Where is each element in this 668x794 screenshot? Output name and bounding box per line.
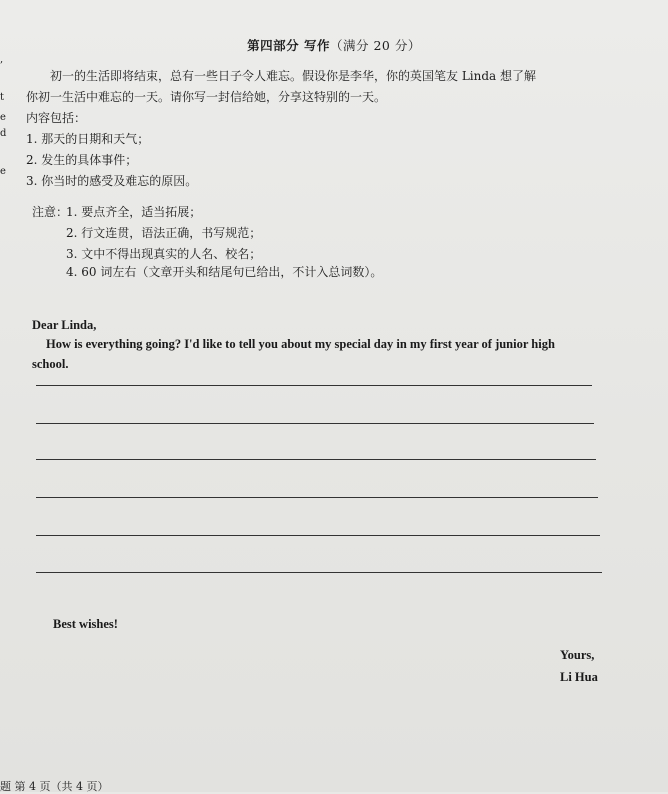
- writing-line: [36, 572, 602, 573]
- note-item: 1. 要点齐全，适当拓展；: [66, 205, 202, 219]
- writing-line: [36, 535, 600, 536]
- writing-line: [36, 497, 598, 498]
- requirements-list: [26, 108, 197, 192]
- note-item: 3. 文中不得出现真实的人名、校名；: [66, 247, 262, 261]
- margin-mark: e: [0, 112, 6, 123]
- margin-mark: ,: [0, 54, 4, 65]
- letter-closing: Best wishes!: [53, 617, 118, 631]
- section-score: （满分 20 分）: [330, 38, 421, 53]
- note-item: 2. 行文连贯，语法正确，书写规范；: [66, 226, 262, 240]
- writing-line: [36, 385, 592, 386]
- letter-greeting: Dear Linda,: [32, 318, 97, 332]
- letter-signoff: Yours,: [560, 648, 595, 662]
- margin-mark: e: [0, 166, 6, 177]
- margin-mark: d: [0, 128, 7, 139]
- letter-opening-line: school.: [32, 357, 69, 371]
- requirement-item: 2. 发生的具体事件；: [26, 153, 138, 167]
- margin-mark: t: [0, 92, 5, 103]
- page-number: 题 第 4 页（共 4 页）: [0, 780, 109, 793]
- note-item: 4. 60 词左右（文章开头和结尾句已给出，不计入总词数）。: [66, 265, 383, 279]
- contents-label: 内容包括：: [26, 111, 87, 125]
- letter-opening-line: How is everything going? I'd like to tell you about my special day in my first year of junior high: [46, 337, 555, 351]
- prompt-line: 初一的生活即将结束，总有一些日子令人难忘。假设你是李华，你的英国笔友 Linda 想了解: [50, 69, 537, 83]
- notes-label: 注意：: [32, 205, 69, 219]
- writing-line: [36, 459, 596, 460]
- section-title: [0, 36, 668, 54]
- section-title-main: 第四部分 写作: [247, 38, 330, 53]
- writing-line: [36, 423, 594, 424]
- prompt-line: 你初一生活中难忘的一天。请你写一封信给她，分享这特别的一天。: [26, 90, 387, 104]
- letter-signature: Li Hua: [560, 670, 598, 684]
- requirement-item: 3. 你当时的感受及难忘的原因。: [26, 174, 198, 188]
- requirement-item: 1. 那天的日期和天气；: [26, 132, 150, 146]
- prompt-paragraph: [26, 66, 616, 108]
